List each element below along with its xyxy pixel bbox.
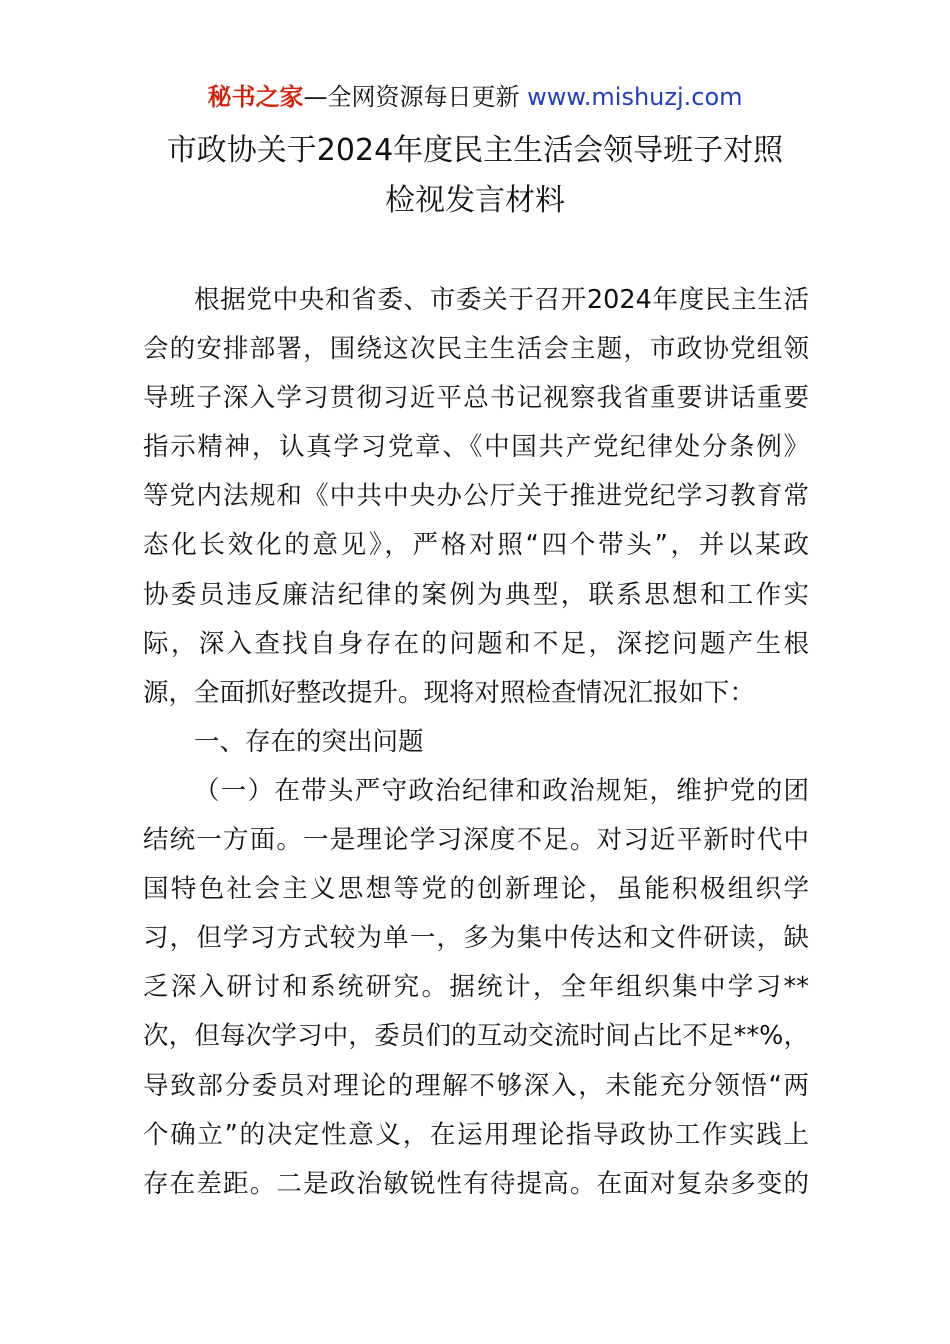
body-line: 协委员违反廉洁纪律的案例为典型，联系思想和工作实 xyxy=(143,579,809,610)
body-line: 根据党中央和省委、市委关于召开2024年度民主生活 xyxy=(194,285,809,315)
site-banner xyxy=(0,80,950,114)
body-line: 导致部分委员对理论的理解不够深入，未能充分领悟“两 xyxy=(143,1070,809,1101)
section-heading: 一、存在的突出问题 xyxy=(194,726,424,757)
body-line: 源，全面抓好整改提升。现将对照检查情况汇报如下： xyxy=(143,677,756,708)
body-line: （一）在带头严守政治纪律和政治规矩，维护党的团 xyxy=(194,775,809,806)
body-line: 导班子深入学习贯彻习近平总书记视察我省重要讲话重要 xyxy=(143,383,809,414)
body-line: 指示精神，认真学习党章、《中国共产党纪律处分条例》 xyxy=(143,432,809,463)
title-line-1: 市政协关于2024年度民主生活会领导班子对照 xyxy=(166,133,784,168)
body-line: 态化长效化的意见》，严格对照“四个带头”，并以某政 xyxy=(143,530,809,561)
body-line: 存在差距。二是政治敏锐性有待提高。在面对复杂多变的 xyxy=(143,1168,809,1199)
body-line: 个确立”的决定性意义，在运用理论指导政协工作实践上 xyxy=(143,1119,809,1150)
body-line: 乏深入研讨和系统研究。据统计，全年组织集中学习** xyxy=(143,972,809,1003)
banner-slogan: —全网资源每日更新 xyxy=(303,83,520,111)
document-body xyxy=(143,276,809,1209)
body-line: 等党内法规和《中共中央办公厅关于推进党纪学习教育常 xyxy=(143,481,809,512)
body-line: 际，深入查找自身存在的问题和不足，深挖问题产生根 xyxy=(143,628,809,659)
document-title xyxy=(100,126,850,226)
body-line: 国特色社会主义思想等党的创新理论，虽能积极组织学 xyxy=(143,874,809,905)
banner-url-link[interactable]: www.mishuzj.com xyxy=(527,83,743,111)
body-line: 次，但每次学习中，委员们的互动交流时间占比不足**%， xyxy=(143,1021,809,1052)
banner-brand: 秘书之家 xyxy=(207,83,304,111)
body-line: 习，但学习方式较为单一，多为集中传达和文件研读，缺 xyxy=(143,923,809,954)
body-line: 结统一方面。一是理论学习深度不足。对习近平新时代中 xyxy=(143,825,809,856)
body-line: 会的安排部署，围绕这次民主生活会主题，市政协党组领 xyxy=(143,334,809,365)
title-line-2: 检视发言材料 xyxy=(385,183,565,218)
